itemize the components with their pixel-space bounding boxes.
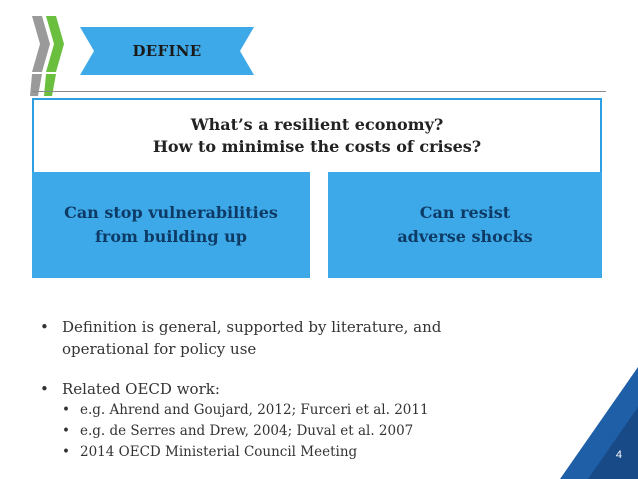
shocks-line-1: Can resist xyxy=(419,203,511,222)
question-line-1: What’s a resilient economy? xyxy=(190,115,444,134)
bullet-related-work xyxy=(40,378,560,400)
bullet-related-work-text: Related OECD work: xyxy=(62,380,220,398)
shocks-line-2: adverse shocks xyxy=(397,227,533,246)
define-banner xyxy=(80,27,254,75)
oecd-logo-icon xyxy=(30,14,72,98)
vulnerabilities-line-1: Can stop vulnerabilities xyxy=(64,203,278,222)
sub-bullet-ahrend-text: e.g. Ahrend and Goujard, 2012; Furceri et al. 2011 xyxy=(80,402,429,418)
question-line-2: How to minimise the costs of crises? xyxy=(152,137,482,156)
sub-bullet-serres-text: e.g. de Serres and Drew, 2004; Duval et al. 2007 xyxy=(80,423,414,439)
sub-bullet-ahrend xyxy=(40,400,560,421)
sub-bullet-dot: • xyxy=(62,423,70,439)
top-divider xyxy=(32,91,606,92)
bullet-dot: • xyxy=(40,380,49,398)
page-number: 4 xyxy=(615,449,622,461)
define-label: DEFINE xyxy=(132,42,202,60)
sub-bullet-dot: • xyxy=(62,444,70,460)
bullet-definition-line-2: operational for policy use xyxy=(62,340,257,358)
bullet-list xyxy=(40,316,560,463)
sub-bullet-ministerial-text: 2014 OECD Ministerial Council Meeting xyxy=(80,444,358,460)
vulnerabilities-block xyxy=(32,172,310,278)
corner-triangle-icon xyxy=(560,367,638,479)
question-box xyxy=(32,98,602,172)
bullet-definition xyxy=(40,316,560,360)
vulnerabilities-line-2: from building up xyxy=(95,227,247,246)
sub-bullet-dot: • xyxy=(62,402,70,418)
bullet-dot: • xyxy=(40,318,49,336)
sub-bullet-serres xyxy=(40,421,560,442)
sub-bullet-ministerial xyxy=(40,442,560,463)
shocks-block xyxy=(328,172,602,278)
bullet-definition-line-1: Definition is general, supported by literature, and xyxy=(62,318,442,336)
